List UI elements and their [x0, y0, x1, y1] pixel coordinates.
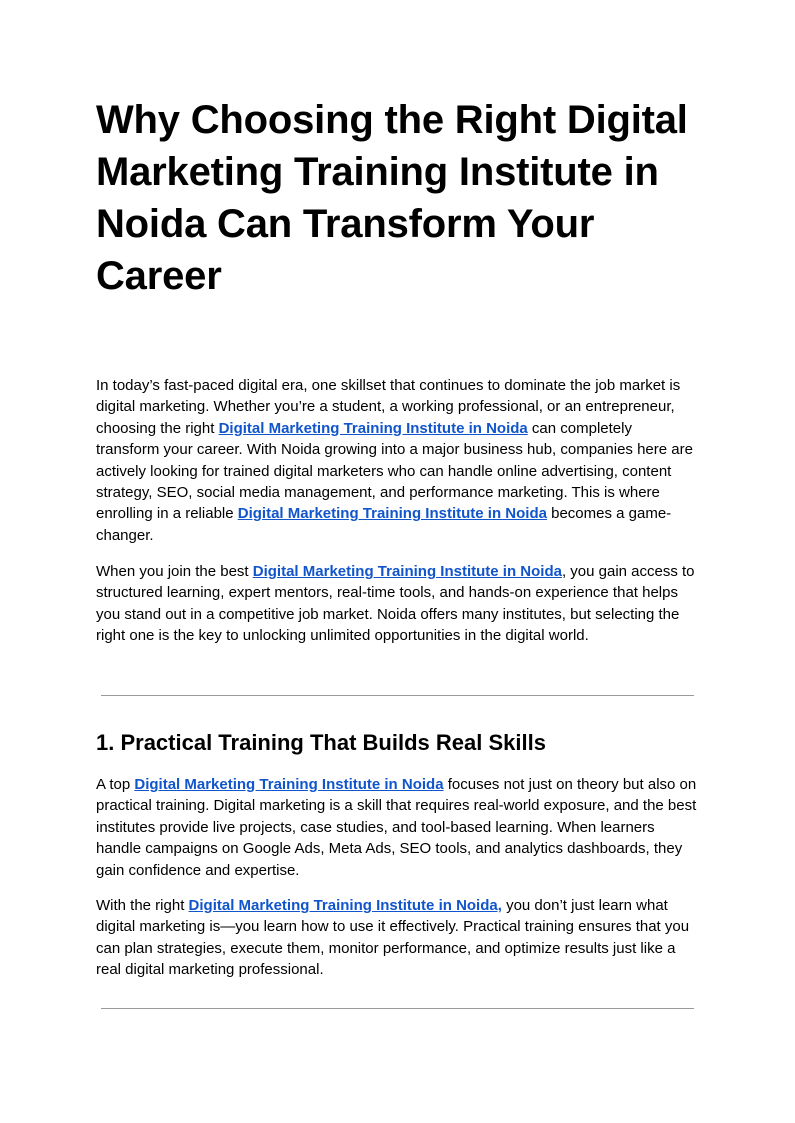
institute-link[interactable]: Digital Marketing Training Institute in Noida [252, 563, 562, 580]
institute-link[interactable]: Digital Marketing Training Institute in Noida [134, 776, 444, 793]
section1-paragraph-2 [96, 895, 698, 981]
section1-p2-text-1: With the right [96, 897, 189, 914]
section-heading: 1. Practical Training That Builds Real Skills [96, 730, 546, 755]
horizontal-divider [101, 1008, 694, 1009]
intro-p2-text-2: , you gain access to structured learning, expert mentors, real-time tools, and hands-on experience that helps you stand out in a competitive job market. Noida offers many institutes, but selecting the right one is the key to unlocking unlimited opportunities in the digital world. [96, 563, 695, 645]
page-title: Why Choosing the Right Digital Marketing Training Institute in Noida Can Transform Your Career [96, 98, 688, 298]
section1-p1-text-2: focuses not just on theory but also on practical training. Digital marketing is a skill that requires real-world exposure, and the best institutes provide live projects, case studies, and tool-based learning. When learners handle campaigns on Google Ads, Meta Ads, SEO tools, and analytics dashboards, they gain confidence and expertise. [96, 776, 697, 879]
section1-p2-text-2: you don’t just learn what digital marketing is—you learn how to use it effectively. Practical training ensures that you can plan strategies, execute them, monitor performance, and optimize results just like a real digital marketing professional. [96, 897, 690, 979]
intro-p2-text-1: When you join the best [96, 563, 253, 580]
horizontal-divider [101, 695, 694, 696]
institute-link[interactable]: Digital Marketing Training Institute in Noida [218, 419, 528, 437]
intro-p1-text-3: becomes a game-changer. [96, 505, 672, 544]
section1-paragraph-1 [96, 774, 698, 881]
intro-p1-text-1: In today’s fast-paced digital era, one skillset that continues to dominate the job market is digital marketing. Whether you’re a student, a working professional, or an entrepreneur, choosing the right [96, 377, 681, 437]
institute-link[interactable]: Digital Marketing Training Institute in Noida [237, 505, 547, 523]
intro-paragraph-1 [96, 375, 698, 546]
intro-paragraph-2 [96, 561, 698, 647]
section1-p1-text-1: A top [96, 776, 135, 793]
intro-p1-text-2: can completely transform your career. With Noida growing into a major business hub, companies here are actively looking for trained digital marketers who can handle online advertising, content strategy, SEO, social media management, and performance marketing. This is where enrolling in a reliable [96, 419, 693, 523]
institute-link[interactable]: Digital Marketing Training Institute in Noida, [188, 897, 502, 914]
